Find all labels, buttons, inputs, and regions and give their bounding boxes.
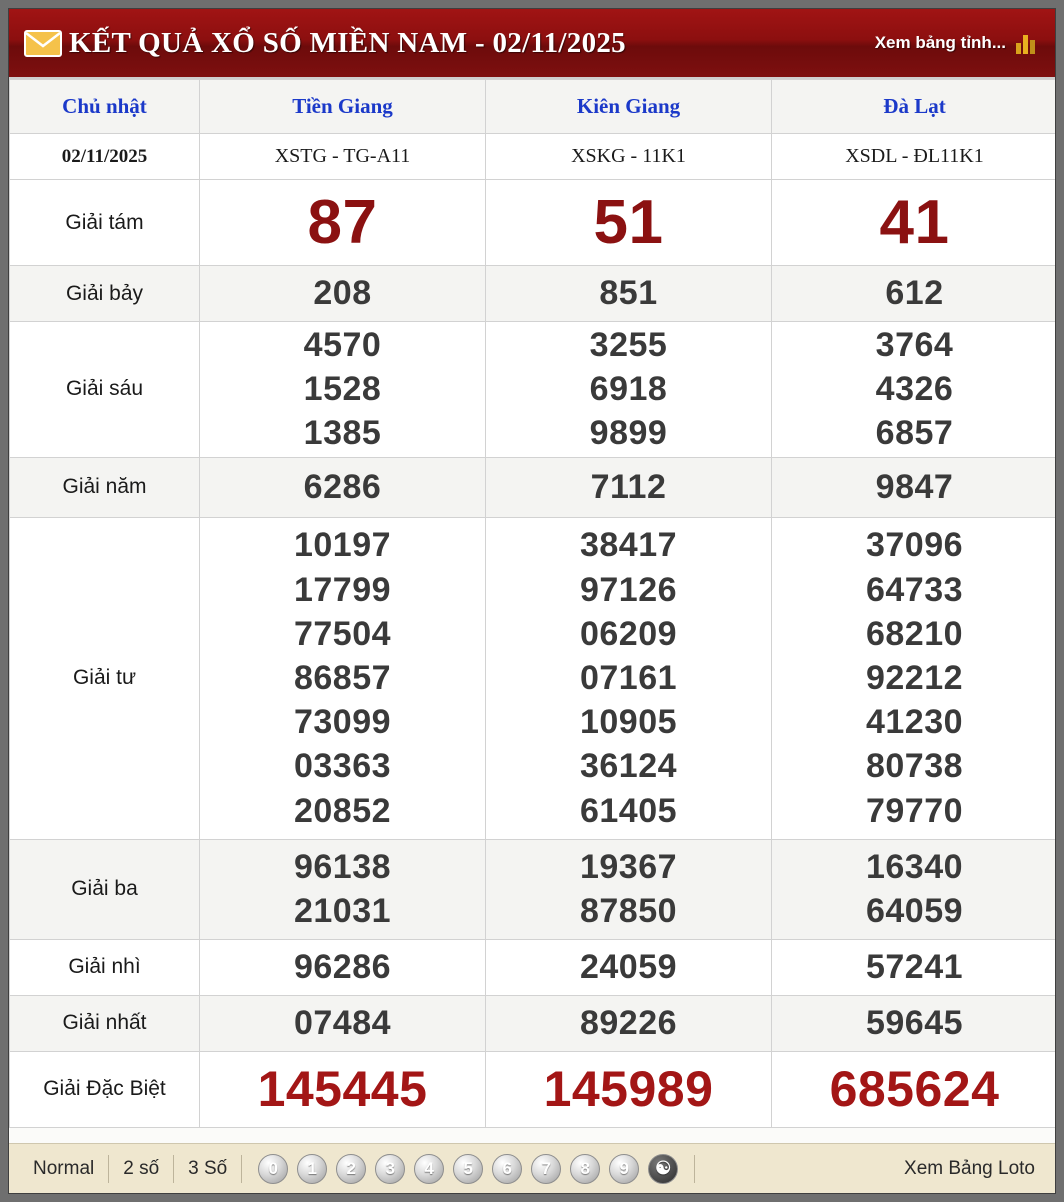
prize-number: 03363 [293, 747, 392, 786]
digit-ball-9[interactable]: 9 [609, 1154, 639, 1184]
prize-number: 41 [879, 187, 950, 257]
digit-ball-2[interactable]: 2 [336, 1154, 366, 1184]
digit-ball-7[interactable]: 7 [531, 1154, 561, 1184]
prize-number: 07161 [579, 658, 678, 697]
prize-2-col-2 [772, 939, 1057, 995]
prize-number: 64733 [865, 570, 964, 609]
three-digit-button[interactable]: 3 Số [188, 1157, 228, 1179]
prize-number: 3255 [589, 326, 668, 364]
prize-number: 21031 [293, 892, 392, 931]
prize-number: 41230 [865, 703, 964, 742]
ticket-code-1: XSKG - 11K1 [486, 134, 772, 180]
prize-number: 73099 [293, 703, 392, 742]
prize-7-col-1 [486, 266, 772, 322]
prize-number: 145989 [543, 1060, 714, 1117]
prize-4-col-1 [486, 517, 772, 839]
prize-5-col-2 [772, 457, 1057, 517]
prize-7-col-2 [772, 266, 1057, 322]
prize-number: 9899 [589, 414, 668, 453]
prize-2-col-1 [486, 939, 772, 995]
prize-4-col-2 [772, 517, 1057, 839]
normal-mode-button[interactable]: Normal [33, 1157, 95, 1179]
page-title: KẾT QUẢ XỔ SỐ MIỀN NAM - 02/11/2025 [69, 26, 626, 59]
prize-3-col-1 [486, 839, 772, 939]
prize-number: 87 [307, 187, 378, 257]
digit-ball-0[interactable]: 0 [258, 1154, 288, 1184]
prize-special-col-0 [200, 1051, 486, 1127]
digit-filter-group [242, 1154, 694, 1184]
prize-number: 10197 [293, 526, 392, 565]
prize-number: 1385 [303, 414, 382, 453]
prize-number: 10905 [579, 703, 678, 742]
prize-4-col-0 [200, 517, 486, 839]
table-row [10, 266, 1057, 322]
header-actions [875, 32, 1041, 54]
prize-number: 92212 [865, 658, 964, 697]
day-label: Chủ nhật [10, 80, 200, 134]
prize-number: 57241 [865, 947, 964, 986]
prize-label-1: Giải nhất [10, 995, 200, 1051]
prize-6-col-1 [486, 322, 772, 458]
prize-number: 612 [885, 274, 944, 313]
prize-1-col-2 [772, 995, 1057, 1051]
prize-label-special: Giải Đặc Biệt [10, 1051, 200, 1127]
prize-label-4: Giải tư [10, 517, 200, 839]
prize-number: 96286 [293, 947, 392, 986]
prize-number: 87850 [579, 892, 678, 931]
prize-3-col-0 [200, 839, 486, 939]
prize-label-8: Giải tám [10, 180, 200, 266]
prize-label-3: Giải ba [10, 839, 200, 939]
prize-number: 16340 [865, 847, 964, 886]
prize-number: 17799 [293, 570, 392, 609]
table-row [10, 1051, 1057, 1127]
ticket-code-0: XSTG - TG-A11 [200, 134, 486, 180]
prize-number: 208 [313, 274, 372, 313]
digit-ball-8[interactable]: 8 [570, 1154, 600, 1184]
table-code-row [10, 134, 1057, 180]
prize-number: 77504 [293, 614, 392, 653]
prize-number: 851 [599, 274, 658, 313]
prize-number: 7112 [590, 467, 667, 506]
prize-label-5: Giải năm [10, 457, 200, 517]
prize-5-col-0 [200, 457, 486, 517]
ticket-code-2: XSDL - ĐL11K1 [772, 134, 1057, 180]
prize-number: 07484 [293, 1003, 392, 1042]
prize-number: 6857 [875, 414, 954, 453]
prize-6-col-0 [200, 322, 486, 458]
two-digit-button[interactable]: 2 số [123, 1157, 160, 1179]
prize-number: 97126 [579, 570, 678, 609]
prize-8-col-0 [200, 180, 486, 266]
prize-number: 06209 [579, 614, 678, 653]
digit-ball-3[interactable]: 3 [375, 1154, 405, 1184]
prize-number: 685624 [829, 1060, 1000, 1117]
divider [694, 1155, 695, 1183]
province-header-2[interactable]: Đà Lạt [772, 80, 1057, 134]
yin-yang-icon[interactable]: ☯ [648, 1154, 678, 1184]
province-header-0[interactable]: Tiền Giang [200, 80, 486, 134]
prize-number: 96138 [293, 847, 392, 886]
prize-5-col-1 [486, 457, 772, 517]
prize-special-col-2 [772, 1051, 1057, 1127]
prize-number: 79770 [865, 791, 964, 830]
results-table [9, 79, 1056, 1128]
lottery-result-panel [8, 8, 1056, 1194]
prize-number: 9847 [875, 467, 954, 506]
prize-number: 51 [593, 187, 664, 257]
table-row [10, 995, 1057, 1051]
prize-number: 89226 [579, 1003, 678, 1042]
table-row [10, 322, 1057, 458]
prize-number: 4570 [303, 326, 382, 364]
results-table-wrapper [9, 79, 1055, 1143]
prize-number: 4326 [875, 370, 954, 409]
prize-label-2: Giải nhì [10, 939, 200, 995]
prize-number: 19367 [579, 847, 678, 886]
mail-icon [23, 28, 63, 58]
prize-2-col-0 [200, 939, 486, 995]
view-loto-table-button[interactable]: Xem Bảng Loto [904, 1157, 1035, 1179]
prize-1-col-0 [200, 995, 486, 1051]
prize-number: 61405 [579, 791, 678, 830]
prize-number: 38417 [579, 526, 678, 565]
table-row [10, 457, 1057, 517]
prize-number: 145445 [257, 1060, 428, 1117]
table-row [10, 517, 1057, 839]
prize-number: 36124 [579, 747, 678, 786]
table-row [10, 939, 1057, 995]
prize-number: 37096 [865, 526, 964, 565]
digit-ball-4[interactable]: 4 [414, 1154, 444, 1184]
prize-label-7: Giải bảy [10, 266, 200, 322]
digit-ball-5[interactable]: 5 [453, 1154, 483, 1184]
prize-number: 6918 [589, 370, 668, 409]
prize-number: 86857 [293, 658, 392, 697]
digit-ball-6[interactable]: 6 [492, 1154, 522, 1184]
footer-toolbar [9, 1143, 1055, 1193]
prize-6-col-2 [772, 322, 1057, 458]
prize-7-col-0 [200, 266, 486, 322]
prize-number: 68210 [865, 614, 964, 653]
view-province-table-link[interactable]: Xem bảng tỉnh... [874, 33, 1006, 52]
digit-ball-1[interactable]: 1 [297, 1154, 327, 1184]
draw-date: 02/11/2025 [10, 134, 200, 180]
header-bar [9, 9, 1055, 79]
prize-8-col-1 [486, 180, 772, 266]
prize-number: 80738 [865, 747, 964, 786]
prize-number: 3764 [875, 326, 954, 364]
prize-number: 1528 [303, 370, 382, 409]
province-header-1[interactable]: Kiên Giang [486, 80, 772, 134]
table-header-row [10, 80, 1057, 134]
table-row [10, 180, 1057, 266]
prize-number: 6286 [303, 467, 382, 506]
prize-8-col-2 [772, 180, 1057, 266]
bar-chart-icon[interactable] [1016, 32, 1035, 54]
prize-3-col-2 [772, 839, 1057, 939]
prize-number: 20852 [293, 791, 392, 830]
prize-number: 24059 [579, 947, 678, 986]
prize-number: 59645 [865, 1003, 964, 1042]
prize-label-6: Giải sáu [10, 322, 200, 458]
prize-special-col-1 [486, 1051, 772, 1127]
table-row [10, 839, 1057, 939]
prize-1-col-1 [486, 995, 772, 1051]
prize-number: 64059 [865, 892, 964, 931]
